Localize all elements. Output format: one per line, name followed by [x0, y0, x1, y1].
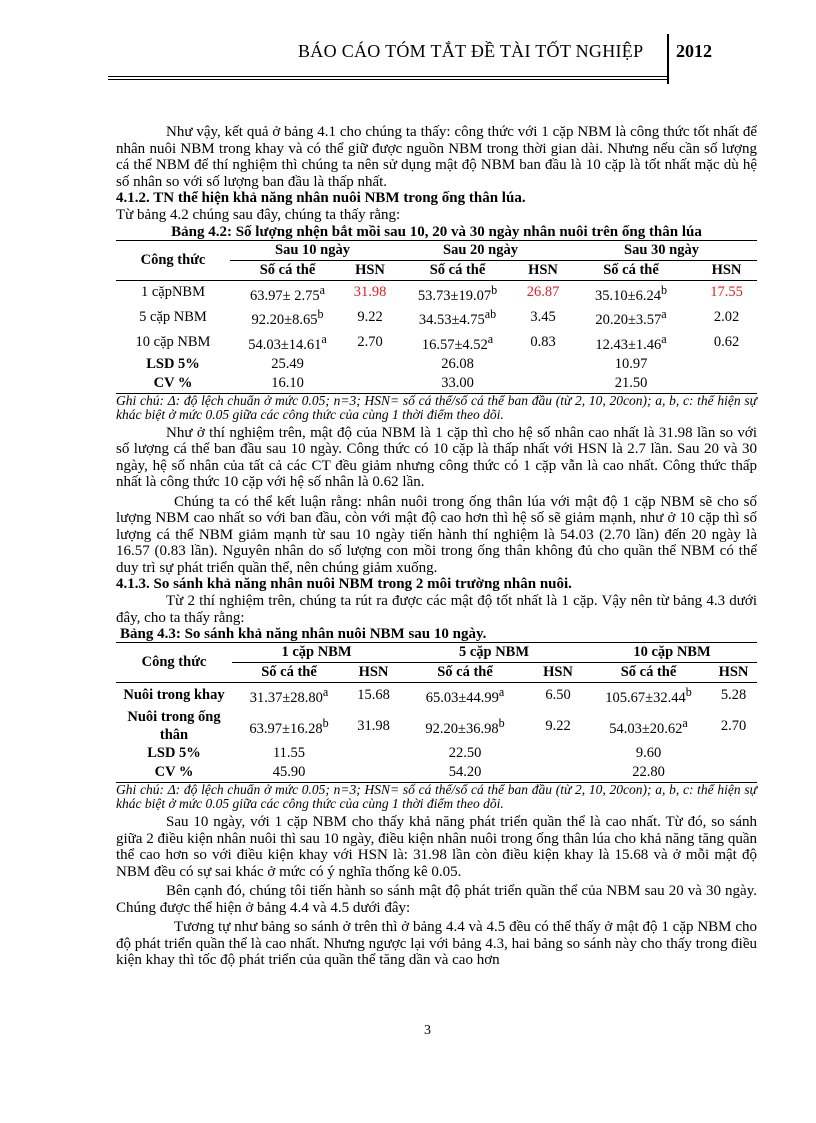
cell-hsn: 2.02 — [713, 309, 740, 326]
paragraph-3: Chúng ta có thể kết luận rằng: nhân nuôi trong ống thân lúa với mật độ 1 cặp NBM sẽ cho số lượng NBM cao nhất so với ban đầu, còn với mật độ cao hơn thì hệ số sẽ giảm mạnh, như ở 10 cặp thì số lượng cá thể NBM giảm mạnh từ sau 10 ngày tiến hành thí nghiệm là 54.03 (2.70 lần) đến 20 ngày là 16.57 (0.83 lần). Nguyên nhân do số lượng con mồi trong ống thân không đủ cho quần thể NBM có thể duy trì sự phát triển quần thể, nên chúng giảm xuống. — [116, 493, 757, 576]
table43-sub-count: Số cá thể — [437, 664, 493, 681]
table42-sub-hsn: HSN — [711, 261, 742, 278]
table43-group-5: 5 cặp NBM — [401, 643, 587, 663]
row-label: Nuôi trong ống thân — [127, 709, 221, 744]
row-label: CV % — [153, 374, 193, 391]
cell-cv: 54.20 — [448, 764, 482, 781]
header-year: 2012 — [676, 41, 712, 61]
cell-hsn: 3.45 — [530, 309, 556, 326]
cell-count: 53.73±19.07$^b$ — [417, 282, 498, 304]
paragraph-2: Như ở thí nghiệm trên, mật độ của NBM là 1 cặp thì cho hệ số nhân cao nhất là 31.98 lần so với số lượng cá thể ban đầu sau 10 ngày. Công thức có 10 cặp là thấp nhất với HSN là 2.7 lần. Sau 20 và 30 ngày, hệ số nhân của tất cả các CT đều giảm nhưng công thức có 1 cặp vẫn là cao nhất. Công thức thấp nhất là công thức 10 cặp với hệ số nhân là 0.62 lần. — [116, 424, 757, 491]
cell-lsd: 10.97 — [614, 355, 648, 372]
header-rule-secondary — [108, 79, 667, 80]
row-label: LSD 5% — [147, 745, 201, 762]
cell-cv: 21.50 — [614, 374, 648, 391]
table43-header-formula: Công thức — [116, 643, 232, 683]
table-row-cv — [116, 374, 757, 394]
cell-count: 31.37±28.80$^a$ — [249, 685, 329, 707]
page-content — [116, 124, 757, 969]
table43-note: Ghi chú: Δ: độ lệch chuẩn ở mức 0.05; n=3; HSN= số cá thể/số cá thể ban đầu (từ 2, 10, 20con); a, b, c: thể hiện sự khác biệt ở mức 0.05 giữa các công thức của cùng 1 thời điểm theo dõi. — [116, 782, 757, 812]
table43-group-1: 1 cặp NBM — [232, 643, 401, 663]
cell-hsn: 6.50 — [545, 687, 571, 704]
cell-hsn: 0.62 — [713, 334, 740, 351]
table-4-3 — [116, 642, 757, 783]
table43-sub-hsn: HSN — [358, 664, 389, 681]
table43-sub-count: Số cá thể — [620, 664, 677, 681]
paragraph-6: Tương tự như bảng so sánh ở trên thì ở bảng 4.4 và 4.5 đều có thể thấy ở mật độ 1 cặp NBM cho độ phát triển quần thể là cao nhất. Nhưng ngược lại với bảng 4.3, hai bảng so sánh này cho thấy trong điều kiện khay thì tốc độ phát triển của quần thể tăng dần và cao hơn — [116, 919, 757, 969]
table-row — [116, 708, 757, 744]
table-row — [116, 280, 757, 305]
header-rule — [108, 76, 667, 77]
table43-sub-count: Số cá thể — [261, 664, 317, 681]
table-row — [116, 330, 757, 355]
cell-lsd: 9.60 — [635, 745, 662, 762]
cell-hsn: 9.22 — [545, 717, 571, 734]
paragraph-4: Sau 10 ngày, với 1 cặp NBM cho thấy khả năng phát triển quần thể là cao nhất. Từ đó, so sánh giữa 2 điều kiện nhân nuôi thì sau 10 ngày, điều kiện nhân nuôi trong ống thân lúa cho khả năng tăng quần thể cao hơn so với điều kiện khay với HSN là: 31.98 lần còn điều kiện khay là 15.68 và ở mỗi mật độ NBM đều có sự sai khác ở mức có ý nghĩa thống kê 0.05. — [116, 814, 757, 880]
table42-sub-count: Số cá thể — [259, 261, 316, 278]
cell-hsn: 31.98 — [353, 284, 387, 301]
cell-count: 92.20±8.65$^b$ — [251, 307, 324, 329]
paragraph-1: Như vậy, kết quả ở bảng 4.1 cho chúng ta thấy: công thức với 1 cặp NBM là công thức tốt nhất để nhân nuôi NBM trong khay và có thể giữ được nguồn NBM trong thời gian dài. Nhưng nếu cần số lượng cá thể NBM để thí nghiệm thì chúng ta nên sử dụng mật độ NBM ban đầu là 10 cặp là tốt nhất mặc dù hệ số nhân so với số lượng ban đầu là thấp nhất. — [116, 124, 757, 190]
table-row-cv — [116, 763, 757, 783]
cell-hsn: 5.28 — [720, 687, 747, 704]
table42-group-10: Sau 10 ngày — [230, 240, 395, 260]
cell-hsn: 2.70 — [720, 717, 747, 734]
row-label: 10 cặp NBM — [135, 334, 211, 351]
cell-count: 92.20±36.98$^b$ — [425, 715, 505, 737]
table43-group-10: 10 cặp NBM — [587, 643, 757, 663]
table42-intro: Từ bảng 4.2 chúng sau đây, chúng ta thấy rằng: — [116, 207, 401, 223]
table43-caption: Bảng 4.3: So sánh khả năng nhân nuôi NBM sau 10 ngày. — [120, 626, 487, 643]
cell-hsn: 0.83 — [530, 334, 556, 351]
cell-count: 35.10±6.24$^b$ — [594, 282, 667, 304]
cell-cv: 45.90 — [272, 764, 306, 781]
cell-count: 63.97± 2.75$^a$ — [250, 282, 325, 304]
row-label: 1 cặpNBM — [140, 284, 206, 301]
cell-count: 20.20±3.57$^a$ — [595, 307, 667, 329]
table42-sub-count: Số cá thể — [603, 261, 659, 278]
row-label: 5 cặp NBM — [139, 309, 207, 326]
cell-count: 105.67±32.44$^b$ — [605, 685, 692, 707]
header-title: BÁO CÁO TÓM TẮT ĐỀ TÀI TỐT NGHIỆP — [298, 41, 644, 61]
section-heading-412: 4.1.2. TN thể hiện khả năng nhân nuôi NBM trong ống thân lúa. — [116, 190, 526, 206]
cell-hsn: 31.98 — [357, 717, 390, 734]
table42-sub-count: Số cá thể — [429, 261, 486, 278]
table43-intro: Từ 2 thí nghiệm trên, chúng ta rút ra được các mật độ tốt nhất là 1 cặp. Vậy nên từ bảng 4.3 dưới đây, cho ta thấy rằng: — [116, 593, 757, 626]
page-number: 3 — [424, 1023, 431, 1038]
table43-sub-hsn: HSN — [718, 664, 749, 681]
row-label: Nuôi trong khay — [123, 687, 225, 704]
table42-group-20: Sau 20 ngày — [395, 240, 566, 260]
section-heading-413: 4.1.3. So sánh khả năng nhân nuôi NBM trong 2 môi trường nhân nuôi. — [116, 576, 572, 593]
cell-hsn: 26.87 — [526, 284, 560, 301]
cell-lsd: 26.08 — [441, 355, 474, 372]
cell-count: 16.57±4.52$^a$ — [421, 332, 494, 353]
cell-count: 65.03±44.99$^a$ — [425, 685, 505, 707]
table42-header-formula: Công thức — [116, 240, 230, 280]
cell-count: 54.03±20.62$^a$ — [609, 715, 688, 737]
cell-lsd: 25.49 — [271, 355, 304, 372]
cell-hsn: 9.22 — [357, 309, 383, 326]
header-divider — [667, 34, 669, 84]
cell-hsn: 2.70 — [357, 334, 383, 351]
cell-count: 54.03±14.61$^a$ — [248, 332, 327, 353]
table-row-lsd — [116, 744, 757, 763]
table43-sub-hsn: HSN — [543, 664, 573, 681]
table-row — [116, 683, 757, 708]
row-label: CV % — [154, 764, 194, 781]
cell-count: 12.43±1.46$^a$ — [595, 332, 667, 353]
table42-note: Ghi chú: Δ: độ lệch chuẩn ở mức 0.05; n=3; HSN= số cá thể/số cá thể ban đầu (từ 2, 10, 20con); a, b, c: thể hiện sự khác biệt ở mức 0.05 giữa các công thức của cùng 1 thời điểm theo dõi. — [116, 392, 757, 422]
cell-hsn: 15.68 — [357, 687, 390, 704]
table42-caption: Bảng 4.2: Số lượng nhện bắt mồi sau 10, 20 và 30 ngày nhân nuôi trên ống thân lúa — [171, 223, 702, 240]
cell-cv: 33.00 — [441, 374, 474, 391]
cell-count: 63.97±16.28$^b$ — [249, 715, 329, 737]
table42-sub-hsn: HSN — [528, 261, 558, 278]
cell-lsd: 22.50 — [448, 745, 482, 762]
table-row-lsd — [116, 355, 757, 374]
table42-group-30: Sau 30 ngày — [566, 240, 757, 260]
row-label: LSD 5% — [146, 355, 200, 372]
paragraph-5: Bên cạnh đó, chúng tôi tiến hành so sánh mật độ phát triển quần thể của NBM sau 20 và 30 ngày. Chúng được thể hiện ở bảng 4.4 và 4.5 dưới đây: — [116, 883, 757, 916]
cell-hsn: 17.55 — [710, 284, 743, 301]
cell-cv: 22.80 — [632, 764, 665, 781]
cell-lsd: 11.55 — [272, 745, 306, 762]
table-4-2 — [116, 240, 757, 394]
table-row — [116, 305, 757, 330]
table42-sub-hsn: HSN — [355, 261, 385, 278]
cell-cv: 16.10 — [271, 374, 304, 391]
cell-count: 34.53±4.75$^{ab}$ — [418, 307, 497, 329]
